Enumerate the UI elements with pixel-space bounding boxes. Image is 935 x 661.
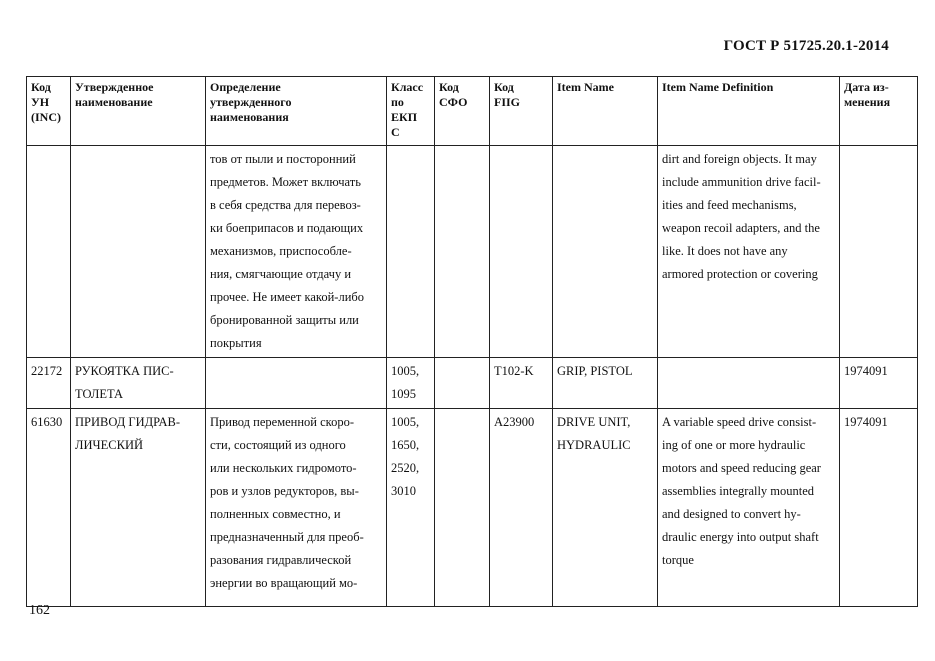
cell-line: предметов. Может включать [210,175,361,189]
catalog-table [26,76,918,607]
header-line: наименование [75,95,153,109]
cell-class [387,146,435,358]
cell-name-ru [71,358,206,409]
header-line: Item Name Definition [662,80,774,94]
cell-class [387,409,435,607]
cell-name-ru [71,409,206,607]
cell-name-ru [71,146,206,358]
cell-line: draulic energy into output shaft [662,530,819,544]
cell-line: ров и узлов редукторов, вы- [210,484,359,498]
cell-item-name [553,146,658,358]
cell-line: weapon recoil adapters, and the [662,221,820,235]
header-line: Класс [391,80,424,94]
table-row [27,409,918,607]
header-line: менения [844,95,891,109]
header-row [27,77,918,146]
header-col-class [387,77,435,146]
header-line: УН [31,95,50,109]
document-id: ГОСТ Р 51725.20.1-2014 [723,38,889,54]
cell-line: 1095 [391,387,416,401]
cell-inc [27,409,71,607]
cell-def-en [658,409,840,607]
page-number: 162 [29,603,50,618]
cell-line: 1650, [391,438,420,452]
cell-line: dirt and foreign objects. It may [662,152,817,166]
cell-line: A23900 [494,415,535,429]
cell-line: разования гидравлической [210,553,352,567]
cell-line: механизмов, приспособле- [210,244,352,258]
cell-date [840,146,918,358]
header-line: ЕКП [391,110,418,124]
cell-line: предназначенный для преоб- [210,530,364,544]
header-line: FIIG [494,95,521,109]
header-line: СФО [439,95,468,109]
header-line: утвержденного [210,95,292,109]
cell-line: 1974091 [844,415,888,429]
table-body [27,146,918,607]
cell-def-en [658,146,840,358]
cell-fiig [490,358,553,409]
cell-line: 2520, [391,461,420,475]
cell-item-name [553,358,658,409]
cell-line: DRIVE UNIT, [557,415,631,429]
cell-line: прочее. Не имеет какой-либо [210,290,364,304]
header-line: Код [494,80,514,94]
header-col-inc [27,77,71,146]
cell-line: 61630 [31,415,63,429]
cell-def-en [658,358,840,409]
cell-line: ities and feed mechanisms, [662,198,797,212]
header-line: Код [31,80,51,94]
cell-class [387,358,435,409]
cell-line: ПРИВОД ГИДРАВ- [75,415,181,429]
table-row [27,358,918,409]
cell-line: ТОЛЕТА [75,387,124,401]
header-line: С [391,125,400,139]
cell-line: Привод переменной скоро- [210,415,354,429]
cell-line: GRIP, PISTOL [557,364,633,378]
cell-line: like. It does not have any [662,244,788,258]
cell-line: ки боеприпасов и подающих [210,221,364,235]
cell-line: ния, смягчающие отдачу и [210,267,352,281]
header-col-sfo [435,77,490,146]
cell-line: в себя средства для перевоз- [210,198,361,212]
cell-sfo [435,358,490,409]
header-line: наименования [210,110,289,124]
header-line: Определение [210,80,281,94]
cell-sfo [435,409,490,607]
header-line: Код [439,80,459,94]
header-col-def-ru [206,77,387,146]
header-line: Дата из- [844,80,889,94]
cell-line: РУКОЯТКА ПИС- [75,364,174,378]
cell-line: 1005, [391,364,420,378]
cell-line: или нескольких гидромото- [210,461,357,475]
cell-line: ing of one or more hydraulic [662,438,806,452]
cell-line: motors and speed reducing gear [662,461,821,475]
cell-inc [27,146,71,358]
cell-line: 1974091 [844,364,888,378]
header-col-fiig [490,77,553,146]
header-col-def-en [658,77,840,146]
cell-line: include ammunition drive facil- [662,175,821,189]
cell-item-name [553,409,658,607]
cell-line: энергии во вращающий мо- [210,576,358,590]
cell-def-ru [206,146,387,358]
cell-line: assemblies integrally mounted [662,484,815,498]
header-col-date [840,77,918,146]
cell-fiig [490,409,553,607]
table-row [27,146,918,358]
cell-line: T102-K [494,364,534,378]
cell-line: and designed to convert hy- [662,507,801,521]
cell-line: сти, состоящий из одного [210,438,346,452]
cell-line: 1005, [391,415,420,429]
cell-inc [27,358,71,409]
header-line: (INC) [31,110,61,124]
cell-line: torque [662,553,694,567]
cell-line: 3010 [391,484,416,498]
cell-line: A variable speed drive consist- [662,415,817,429]
cell-line: armored protection or covering [662,267,818,281]
cell-date [840,358,918,409]
cell-def-ru [206,358,387,409]
header-col-name-ru [71,77,206,146]
cell-line: тов от пыли и посторонний [210,152,356,166]
header-line: Item Name [557,80,614,94]
header-line: Утвержденное [75,80,154,94]
cell-fiig [490,146,553,358]
cell-line: полненных совместно, и [210,507,341,521]
cell-line: 22172 [31,364,63,378]
header-line: по [391,95,404,109]
cell-def-ru [206,409,387,607]
cell-line: ЛИЧЕСКИЙ [75,438,143,452]
cell-sfo [435,146,490,358]
cell-line: бронированной защиты или [210,313,359,327]
cell-line: покрытия [210,336,262,350]
cell-line: HYDRAULIC [557,438,631,452]
header-col-item-name [553,77,658,146]
cell-date [840,409,918,607]
